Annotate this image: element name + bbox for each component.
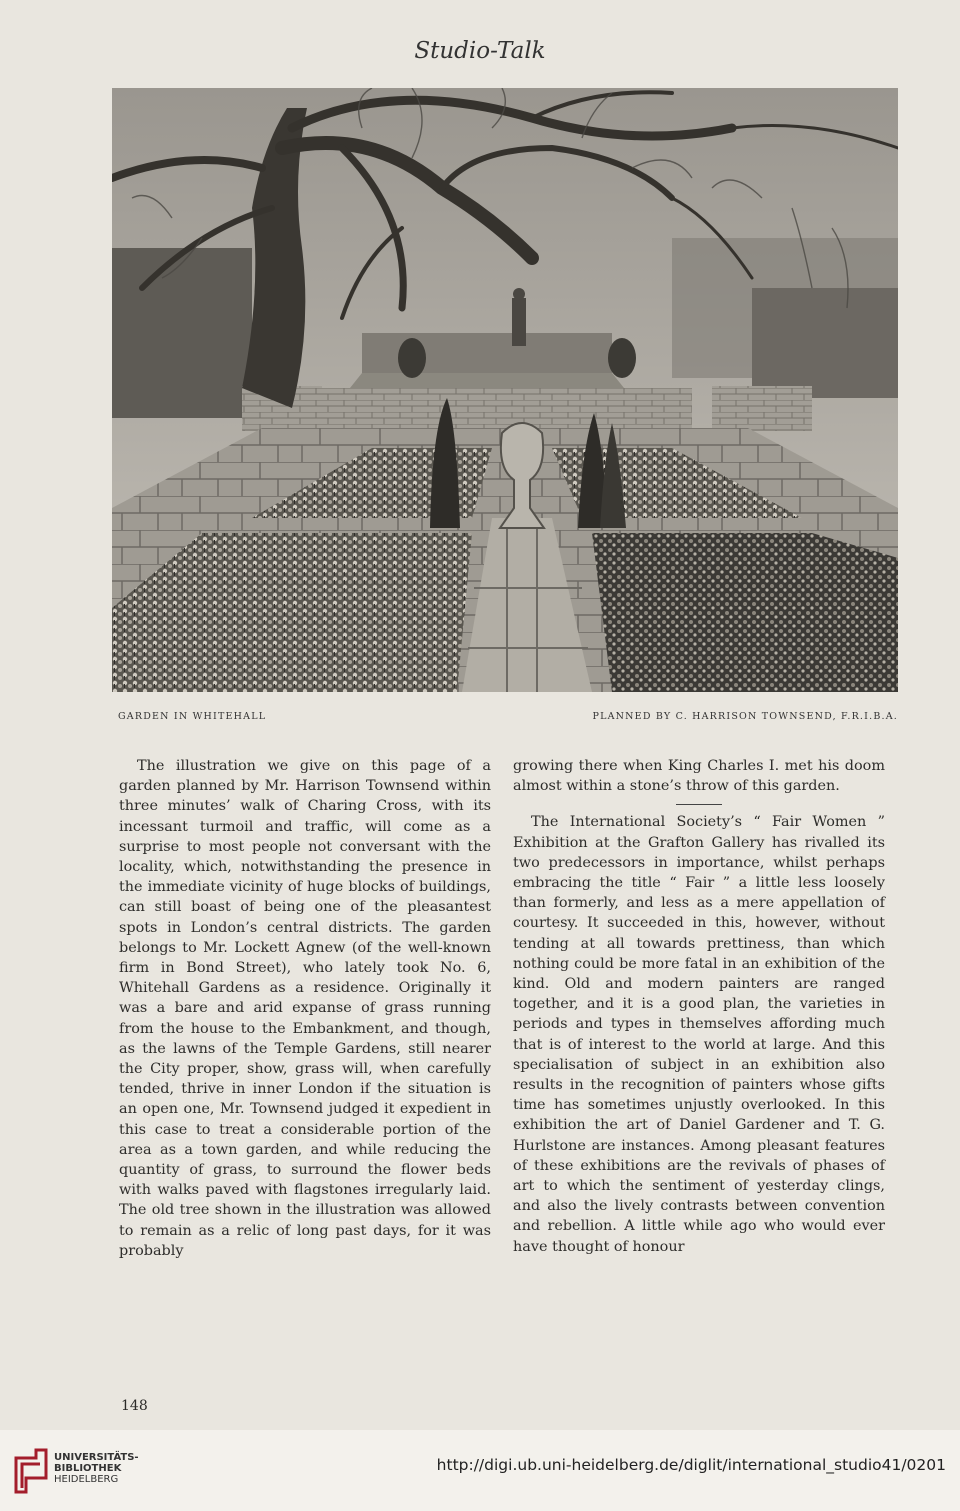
digitization-footer xyxy=(0,1430,960,1511)
garden-photograph xyxy=(112,88,898,692)
page-number: 148 xyxy=(121,1398,148,1414)
paragraph: The International Society’s “ Fair Women ” Exhibition at the Grafton Gallery has rivalled its two predecessors in importance, whilst perhaps embracing the title “ Fair ” a little less loosely than formerly, and less as a mere appellation of courtesy. It succeeded in this, however, without tending at all towards prettiness, than which nothing could be more fatal in an exhibition of the kind. Old and modern painters are ranged together, and it is a good plan, the varieties in periods and types in themselves affording much that is of interest to the world at large. And this specialisation of subject in an exhibition also results in the recognition of painters whose gifts time has sometimes unjustly overlooked. In this exhibition the art of Daniel Gardener and T. G. Hurlstone are instances. Among pleasant features of these exhibitions are the revivals of phases of art to which the sentiment of yesterday clings, and also the lively contrasts between convention and rebellion. A little while ago who would ever have thought of honour xyxy=(513,814,885,1255)
text-column-left xyxy=(119,756,491,1261)
figure-caption-title: GARDEN IN WHITEHALL xyxy=(118,711,267,722)
paragraph-continuation: growing there when King Charles I. met his doom almost within a stone’s throw of this garden. xyxy=(513,758,885,795)
library-name: UNIVERSITÄTS- BIBLIOTHEK HEIDELBERG xyxy=(54,1452,139,1485)
source-url-link[interactable]: http://digi.ub.uni-heidelberg.de/diglit/international_studio41/0201 xyxy=(436,1456,946,1474)
section-divider xyxy=(676,804,722,805)
running-head: Studio-Talk xyxy=(414,38,546,64)
library-logo-icon xyxy=(12,1448,48,1494)
figure-caption-credit: PLANNED BY C. HARRISON TOWNSEND, F.R.I.B.A. xyxy=(592,711,898,722)
paragraph: The illustration we give on this page of a garden planned by Mr. Harrison Townsend within three minutes’ walk of Charing Cross, with its incessant turmoil and traffic, will come as a surprise to most people not conversant with the locality, which, notwithstanding the presence in the immediate vicinity of huge blocks of buildings, can still boast of being one of the pleasantest spots in London’s central districts. The garden belongs to Mr. Lockett Agnew (of the well-known firm in Bond Street), who lately took No. 6, Whitehall Gardens as a residence. Originally it was a bare and arid expanse of grass running from the house to the Embankment, and though, as the lawns of the Temple Gardens, still nearer the City proper, show, grass will, when carefully tended, thrive in inner London if the situation is an open one, Mr. Townsend judged it expedient in this case to treat a considerable portion of the area as a town garden, and while reducing the quantity of grass, to surround the flower beds with walks paved with flagstones irregularly laid. The old tree shown in the illustration was allowed to remain as a relic of long past days, for it was probably xyxy=(119,758,491,1259)
text-column-right xyxy=(513,756,885,1257)
